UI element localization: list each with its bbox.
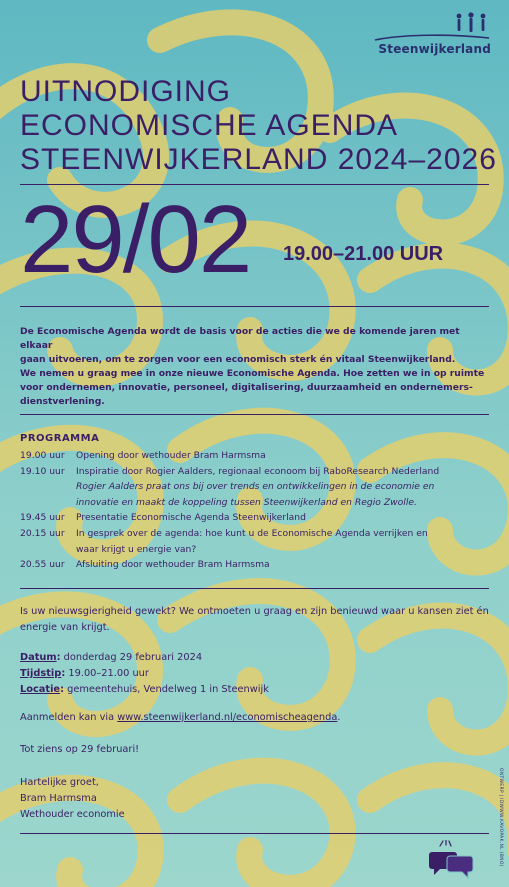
intro-line: voor ondernemen, innovatie, personeel, digitalisering, duurzaamheid en ondernemers- bbox=[20, 382, 473, 393]
programma-desc bbox=[76, 526, 490, 557]
programma-list bbox=[20, 448, 490, 573]
datum-label: Datum bbox=[20, 652, 57, 663]
programma-desc: Afsluiting door wethouder Bram Harmsma bbox=[76, 559, 270, 571]
programma-item bbox=[20, 464, 490, 511]
locatie-label: Locatie bbox=[20, 684, 61, 695]
question-line: Is uw nieuwsgierigheid gewekt? We ontmoeten u graag en zijn benieuwd waar u kansen ziet én bbox=[20, 606, 489, 617]
intro-line: De Economische Agenda wordt de basis voor de acties die we de komende jaren met elkaar bbox=[20, 326, 460, 351]
design-credit: ONTWERP | IDWWW.KAVOPAK.NL (BNO) bbox=[498, 768, 503, 867]
locatie-row: Locatie: gemeentehuis, Vendelweg 1 in Steenwijk bbox=[20, 684, 269, 695]
divider bbox=[20, 306, 489, 307]
programma-item bbox=[20, 448, 490, 464]
programma-desc-cont: waar krijgt u energie van? bbox=[76, 543, 197, 555]
divider bbox=[20, 414, 489, 415]
programma-item bbox=[20, 557, 490, 573]
signer-name: Bram Harmsma bbox=[20, 793, 97, 804]
datum-value: donderdag 29 februari 2024 bbox=[63, 652, 203, 663]
programma-time: 19.10 uur bbox=[20, 465, 65, 477]
aanmelden-link[interactable]: www.steenwijkerland.nl/economischeagenda bbox=[117, 712, 338, 723]
intro-line: dienstverlening. bbox=[20, 396, 105, 407]
tijdstip-row: Tijdstip: 19.00–21.00 uur bbox=[20, 668, 149, 679]
divider bbox=[20, 833, 489, 834]
title-line-2: ECONOMISCHE AGENDA bbox=[20, 109, 399, 142]
programma-item bbox=[20, 510, 490, 526]
intro-line: gaan uitvoeren, om te zorgen voor een economisch sterk én vitaal Steenwijkerland. bbox=[20, 354, 456, 365]
tijdstip-value: 19.00–21.00 uur bbox=[68, 668, 149, 679]
question-paragraph bbox=[20, 604, 490, 636]
programma-item bbox=[20, 526, 490, 557]
programma-desc: Opening door wethouder Bram Harmsma bbox=[76, 450, 266, 461]
aanmelden-prefix: Aanmelden kan via bbox=[20, 712, 115, 723]
programma-time: 19.00 uur bbox=[20, 450, 65, 461]
logo-swoosh bbox=[373, 34, 491, 42]
intro-line: We nemen u graag mee in onze nieuwe Economische Agenda. Hoe zetten we in op ruimte bbox=[20, 368, 485, 379]
locatie-value: gemeentehuis, Vendelweg 1 in Steenwijk bbox=[67, 684, 269, 695]
divider bbox=[20, 588, 489, 589]
aanmelden-line bbox=[20, 710, 490, 726]
logo-name: Steenwijkerland bbox=[378, 42, 491, 56]
intro-paragraph bbox=[20, 325, 490, 409]
signer-role: Wethouder economie bbox=[20, 809, 125, 820]
signature-block bbox=[20, 775, 490, 823]
datum-row: Datum: donderdag 29 februari 2024 bbox=[20, 652, 203, 663]
programma-desc-sub: innovatie en maakt de koppeling tussen Steenwijkerland en Regio Zwolle. bbox=[76, 496, 417, 508]
programma-desc-main: Inspiratie door Rogier Aalders, regionaal econoom bij RaboResearch Nederland bbox=[76, 465, 440, 477]
programma-time: 20.15 uur bbox=[20, 527, 65, 539]
programma-desc bbox=[76, 464, 490, 511]
speech-bubbles-icon bbox=[428, 840, 476, 880]
title-line-3: STEENWIJKERLAND 2024–2026 bbox=[20, 143, 497, 176]
greeting: Hartelijke groet, bbox=[20, 777, 99, 788]
title-line-1: UITNODIGING bbox=[20, 75, 231, 108]
invitation-title bbox=[20, 75, 497, 177]
programma-time: 20.55 uur bbox=[20, 559, 65, 571]
programma-desc-sub: Rogier Aalders praat ons bij over trends en ontwikkelingen in de economie en bbox=[76, 481, 435, 493]
event-details bbox=[20, 650, 490, 698]
logo-figures-icon bbox=[451, 12, 491, 34]
programma-time: 19.45 uur bbox=[20, 512, 65, 524]
question-line: energie van krijgt. bbox=[20, 622, 110, 633]
tijdstip-label: Tijdstip bbox=[20, 668, 62, 679]
programma-desc-main: In gesprek over de agenda: hoe kunt u de Economische Agenda verrijken en bbox=[76, 527, 428, 539]
programma-heading: PROGRAMMA bbox=[20, 433, 100, 444]
steenwijkerland-logo bbox=[371, 12, 491, 56]
event-time: 19.00–21.00 UUR bbox=[283, 243, 444, 265]
programma-desc: Presentatie Economische Agenda Steenwijkerland bbox=[76, 512, 306, 524]
tot-ziens: Tot ziens op 29 februari! bbox=[20, 744, 140, 755]
event-date: 29/02 bbox=[20, 186, 251, 293]
aanmelden-suffix: . bbox=[337, 712, 341, 723]
